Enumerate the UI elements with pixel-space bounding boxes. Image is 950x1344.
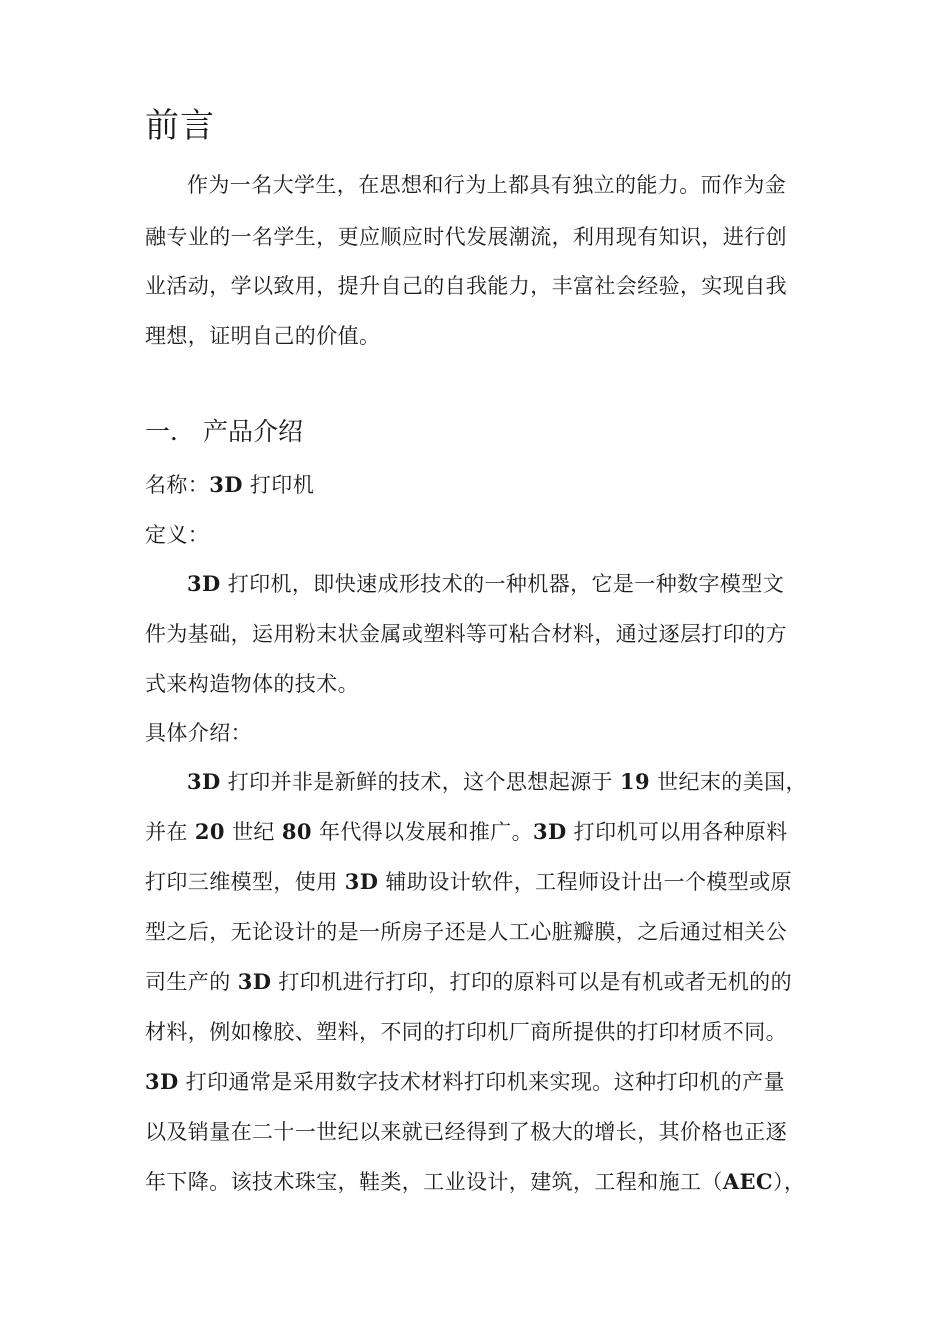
bold-run: 20: [194, 819, 225, 844]
bold-run: 80: [281, 819, 312, 844]
detail-line-4: 型之后，无论设计的是一所房子还是人工心脏瓣膜，之后通过相关公: [145, 920, 787, 944]
preface-line-4: 理想，证明自己的价值。: [145, 324, 381, 348]
detail-line-7: 3D 打印通常是采用数字技术材料打印机来实现。这种打印机的产量: [145, 1069, 785, 1094]
bold-run: 3D: [237, 969, 272, 994]
product-name-line: [145, 471, 314, 499]
product-name-rest: 打印机: [242, 473, 315, 497]
detail-line-1: 3D 打印并非是新鲜的技术，这个思想起源于 19 世纪末的美国，: [187, 769, 807, 794]
bold-run: AEC: [722, 1169, 774, 1194]
definition-line-2: 件为基础，运用粉末状金属或塑料等可粘合材料，通过逐层打印的方: [145, 622, 787, 646]
detail-line-8: 以及销量在二十一世纪以来就已经得到了极大的增长，其价格也正逐: [145, 1120, 787, 1144]
definition-line-1-bold: 3D: [187, 571, 221, 596]
detail-line-5: 司生产的 3D 打印机进行打印，打印的原料可以是有机或者无机的的: [145, 969, 792, 994]
product-name-value: 3D: [209, 472, 243, 497]
product-name-label: 名称：: [145, 473, 210, 497]
preface-line-3: 业活动，学以致用，提升自己的自我能力，丰富社会经验，实现自我: [145, 274, 787, 298]
detail-line-2: 并在 20 世纪 80 年代得以发展和推广。3D 打印机可以用各种原料: [145, 819, 788, 844]
detail-line-9: 年下降。该技术珠宝，鞋类，工业设计，建筑，工程和施工（AEC），: [145, 1169, 806, 1194]
bold-run: 3D: [187, 769, 221, 794]
bold-run: 3D: [532, 819, 567, 844]
preface-line-2: 融专业的一名学生，更应顺应时代发展潮流，利用现有知识，进行创: [145, 225, 787, 249]
definition-line-3: 式来构造物体的技术。: [145, 672, 359, 696]
detail-label: 具体介绍：: [145, 721, 252, 745]
detail-line-6: 材料，例如橡胶、塑料，不同的打印机厂商所提供的打印材质不同。: [145, 1020, 787, 1044]
detail-line-3: 打印三维模型，使用 3D 辅助设计软件，工程师设计出一个模型或原: [145, 869, 792, 894]
bold-run: 3D: [145, 1069, 179, 1094]
definition-line-1: [187, 570, 784, 598]
definition-line-1-text: 打印机，即快速成形技术的一种机器，它是一种数字模型文: [220, 572, 785, 596]
preface-title: 前言: [145, 106, 215, 146]
preface-line-1: 作为一名大学生，在思想和行为上都具有独立的能力。而作为金: [187, 173, 787, 197]
definition-label: 定义：: [145, 523, 210, 547]
bold-run: 19: [619, 769, 651, 794]
section-heading: 一． 产品介绍: [145, 417, 303, 446]
bold-run: 3D: [344, 869, 379, 894]
